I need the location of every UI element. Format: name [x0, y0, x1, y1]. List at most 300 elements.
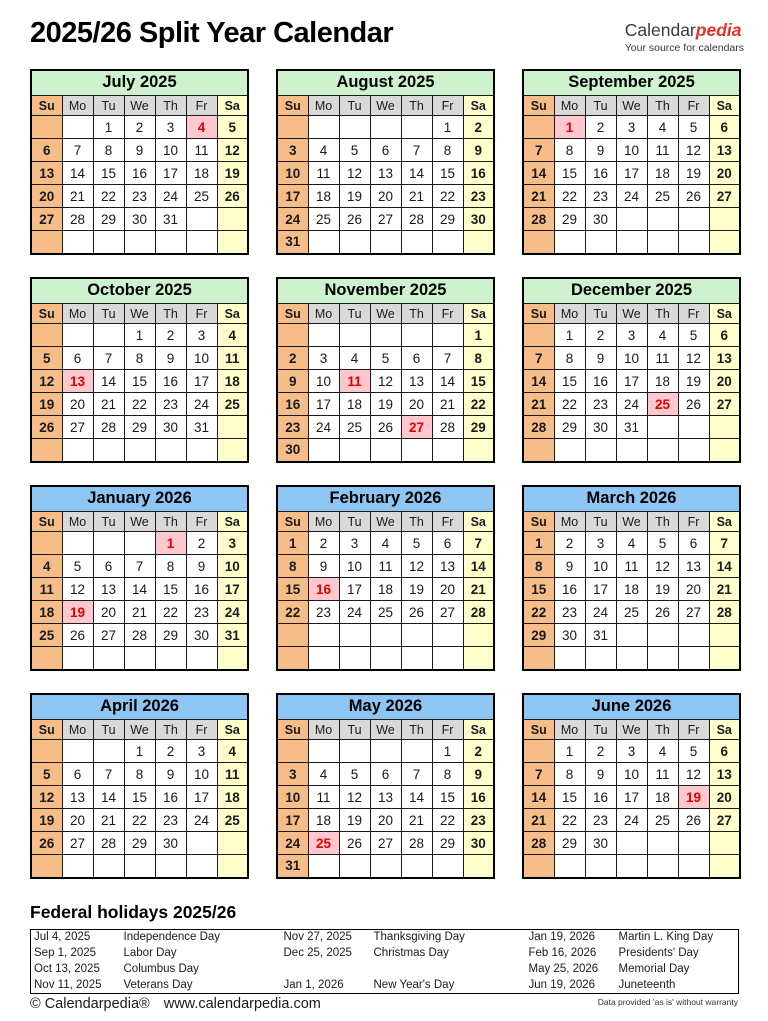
- weekday-header-we: We: [370, 512, 401, 532]
- day-cell: 28: [401, 832, 432, 855]
- month-october-2025: [30, 277, 249, 463]
- day-cell: 24: [308, 416, 339, 439]
- day-cell: 7: [62, 139, 93, 162]
- empty-cell: [616, 208, 647, 231]
- empty-cell: [554, 855, 585, 878]
- day-cell: 17: [186, 786, 217, 809]
- day-cell: 24: [616, 393, 647, 416]
- day-cell: 1: [124, 324, 155, 347]
- empty-cell: [709, 624, 740, 647]
- logo-brand-black: Calendar: [624, 20, 696, 40]
- holiday-name: Memorial Day: [618, 963, 690, 975]
- day-cell: 3: [155, 116, 186, 139]
- weekday-header-su: Su: [31, 720, 62, 740]
- day-cell: 26: [370, 416, 401, 439]
- logo-tagline: Your source for calendars: [624, 41, 744, 54]
- day-cell: 25: [31, 624, 62, 647]
- weekday-header-sa: Sa: [709, 512, 740, 532]
- day-cell: 22: [523, 601, 554, 624]
- holiday-date: Oct 13, 2025: [34, 963, 100, 975]
- empty-cell: [62, 855, 93, 878]
- day-cell: 9: [155, 347, 186, 370]
- empty-cell: [709, 647, 740, 670]
- day-cell: 5: [339, 139, 370, 162]
- day-cell: 1: [554, 740, 585, 763]
- holiday-date: Feb 16, 2026: [528, 947, 597, 959]
- day-cell: 30: [463, 832, 494, 855]
- empty-cell: [401, 740, 432, 763]
- day-cell: 7: [401, 139, 432, 162]
- weekday-header-tu: Tu: [93, 720, 124, 740]
- day-cell: 13: [370, 162, 401, 185]
- day-cell: 24: [616, 809, 647, 832]
- month-title: December 2025: [523, 278, 740, 304]
- empty-cell: [308, 231, 339, 254]
- day-cell: 24: [186, 393, 217, 416]
- day-cell: 4: [31, 555, 62, 578]
- weekday-header-we: We: [616, 720, 647, 740]
- day-cell: 6: [709, 740, 740, 763]
- weekday-header-th: Th: [155, 720, 186, 740]
- day-cell: 20: [31, 185, 62, 208]
- weekday-header-we: We: [370, 720, 401, 740]
- months-grid: [30, 69, 746, 879]
- empty-cell: [217, 439, 248, 462]
- day-cell: 30: [124, 208, 155, 231]
- day-cell: 9: [308, 555, 339, 578]
- day-cell: 29: [93, 208, 124, 231]
- day-cell: 19: [339, 809, 370, 832]
- empty-cell: [62, 116, 93, 139]
- day-cell: 11: [308, 786, 339, 809]
- empty-cell: [432, 231, 463, 254]
- day-cell: 7: [124, 555, 155, 578]
- weekday-header-tu: Tu: [585, 720, 616, 740]
- day-cell: 12: [678, 763, 709, 786]
- weekday-header-we: We: [370, 96, 401, 116]
- empty-cell: [186, 855, 217, 878]
- day-cell: 11: [370, 555, 401, 578]
- day-cell: 3: [277, 139, 308, 162]
- day-cell: 20: [709, 370, 740, 393]
- day-cell: 17: [217, 578, 248, 601]
- day-cell: 24: [339, 601, 370, 624]
- day-cell: 18: [647, 370, 678, 393]
- weekday-header-fr: Fr: [432, 512, 463, 532]
- empty-cell: [647, 231, 678, 254]
- empty-cell: [308, 439, 339, 462]
- month-may-2026: [276, 693, 495, 879]
- empty-cell: [432, 324, 463, 347]
- day-cell: 12: [339, 786, 370, 809]
- day-cell: 27: [709, 393, 740, 416]
- day-cell: 3: [186, 324, 217, 347]
- day-cell: 2: [585, 740, 616, 763]
- day-cell: 3: [217, 532, 248, 555]
- day-cell: 21: [523, 809, 554, 832]
- empty-cell: [523, 116, 554, 139]
- day-cell: 21: [463, 578, 494, 601]
- month-title: November 2025: [277, 278, 494, 304]
- day-cell: 2: [463, 116, 494, 139]
- day-cell: 20: [93, 601, 124, 624]
- month-title: October 2025: [31, 278, 248, 304]
- day-cell: 14: [523, 162, 554, 185]
- day-cell: 31: [585, 624, 616, 647]
- day-cell: 30: [585, 208, 616, 231]
- day-cell: 14: [401, 786, 432, 809]
- day-cell: 30: [155, 832, 186, 855]
- day-cell: 8: [463, 347, 494, 370]
- day-cell: 12: [370, 370, 401, 393]
- empty-cell: [93, 439, 124, 462]
- empty-cell: [62, 532, 93, 555]
- weekday-header-fr: Fr: [186, 96, 217, 116]
- weekday-header-fr: Fr: [432, 96, 463, 116]
- empty-cell: [186, 647, 217, 670]
- day-cell: 3: [277, 763, 308, 786]
- day-cell: 14: [93, 786, 124, 809]
- day-cell: 12: [217, 139, 248, 162]
- day-cell: 22: [432, 185, 463, 208]
- weekday-header-fr: Fr: [186, 304, 217, 324]
- day-cell: 8: [554, 763, 585, 786]
- weekday-header-mo: Mo: [308, 304, 339, 324]
- day-cell: 31: [155, 208, 186, 231]
- day-cell: 13: [62, 786, 93, 809]
- day-cell: 2: [554, 532, 585, 555]
- empty-cell: [678, 647, 709, 670]
- day-cell: 18: [647, 786, 678, 809]
- weekday-header-mo: Mo: [62, 96, 93, 116]
- day-cell: 10: [616, 347, 647, 370]
- day-cell: 28: [523, 416, 554, 439]
- day-cell: 29: [554, 208, 585, 231]
- day-cell: 26: [678, 393, 709, 416]
- day-cell: 2: [186, 532, 217, 555]
- day-cell: 3: [339, 532, 370, 555]
- holiday-name: Juneteenth: [618, 978, 676, 991]
- day-cell: 16: [585, 162, 616, 185]
- empty-cell: [339, 439, 370, 462]
- day-cell: 8: [93, 139, 124, 162]
- weekday-header-we: We: [616, 96, 647, 116]
- empty-cell: [62, 231, 93, 254]
- copyright-text: © Calendarpedia®: [30, 995, 150, 1012]
- day-cell: 28: [93, 832, 124, 855]
- day-cell: 20: [62, 393, 93, 416]
- day-cell: 2: [463, 740, 494, 763]
- day-cell: 14: [709, 555, 740, 578]
- weekday-header-su: Su: [523, 96, 554, 116]
- empty-cell: [463, 439, 494, 462]
- weekday-header-we: We: [124, 96, 155, 116]
- day-cell: 27: [31, 208, 62, 231]
- holiday-row: [31, 961, 739, 977]
- day-cell: 15: [155, 578, 186, 601]
- day-cell: 6: [31, 139, 62, 162]
- day-cell: 21: [62, 185, 93, 208]
- empty-cell: [523, 439, 554, 462]
- day-cell: 13: [432, 555, 463, 578]
- weekday-header-sa: Sa: [709, 304, 740, 324]
- day-cell: 10: [339, 555, 370, 578]
- empty-cell: [401, 624, 432, 647]
- day-cell: 18: [217, 786, 248, 809]
- day-cell: 18: [616, 578, 647, 601]
- day-cell: 22: [554, 393, 585, 416]
- empty-cell: [616, 855, 647, 878]
- day-cell: 28: [124, 624, 155, 647]
- day-cell: 19: [678, 370, 709, 393]
- weekday-header-tu: Tu: [339, 720, 370, 740]
- day-cell: 18: [308, 809, 339, 832]
- empty-cell: [31, 116, 62, 139]
- empty-cell: [217, 416, 248, 439]
- day-cell: 30: [585, 832, 616, 855]
- weekday-header-th: Th: [647, 720, 678, 740]
- empty-cell: [523, 740, 554, 763]
- weekday-header-mo: Mo: [308, 96, 339, 116]
- weekday-header-tu: Tu: [93, 512, 124, 532]
- holidays-table: [30, 929, 739, 994]
- empty-cell: [93, 647, 124, 670]
- day-cell: 15: [463, 370, 494, 393]
- holidays-title: Federal holidays 2025/26: [30, 901, 237, 922]
- day-cell: 3: [616, 116, 647, 139]
- weekday-header-sa: Sa: [463, 512, 494, 532]
- day-cell: 2: [155, 740, 186, 763]
- day-cell: 2: [277, 347, 308, 370]
- day-cell: 7: [93, 347, 124, 370]
- day-cell: 21: [93, 393, 124, 416]
- weekday-header-th: Th: [155, 304, 186, 324]
- day-cell: 6: [370, 139, 401, 162]
- day-cell: 26: [339, 208, 370, 231]
- day-cell: 27: [432, 601, 463, 624]
- disclaimer-text: Data provided 'as is' without warranty: [597, 996, 738, 1007]
- holiday-name: Veterans Day: [123, 978, 193, 991]
- day-cell: 4: [647, 324, 678, 347]
- day-cell: 23: [463, 185, 494, 208]
- day-cell: 5: [647, 532, 678, 555]
- day-cell: 13: [370, 786, 401, 809]
- day-cell: 8: [554, 139, 585, 162]
- weekday-header-th: Th: [155, 512, 186, 532]
- weekday-header-su: Su: [277, 720, 308, 740]
- weekday-header-su: Su: [523, 304, 554, 324]
- empty-cell: [308, 624, 339, 647]
- day-cell: 1: [432, 740, 463, 763]
- weekday-header-su: Su: [523, 512, 554, 532]
- day-cell: 29: [124, 832, 155, 855]
- day-cell: 25: [217, 393, 248, 416]
- day-cell: 4: [616, 532, 647, 555]
- day-cell: 29: [554, 832, 585, 855]
- empty-cell: [124, 855, 155, 878]
- day-cell: 30: [277, 439, 308, 462]
- day-cell: 26: [31, 832, 62, 855]
- day-cell: 23: [186, 601, 217, 624]
- day-cell: 23: [155, 809, 186, 832]
- day-cell: 9: [155, 763, 186, 786]
- empty-cell: [709, 231, 740, 254]
- day-cell: 26: [678, 185, 709, 208]
- day-cell: 28: [523, 832, 554, 855]
- copyright-line: [30, 996, 321, 1012]
- month-title: September 2025: [523, 70, 740, 96]
- day-cell: 5: [31, 763, 62, 786]
- empty-cell: [585, 231, 616, 254]
- logo-brand-red: pedia: [695, 20, 742, 40]
- empty-cell: [93, 740, 124, 763]
- weekday-header-tu: Tu: [93, 304, 124, 324]
- day-cell: 31: [616, 416, 647, 439]
- day-cell: 19: [401, 578, 432, 601]
- empty-cell: [217, 231, 248, 254]
- empty-cell: [616, 439, 647, 462]
- day-cell: 26: [62, 624, 93, 647]
- weekday-header-th: Th: [647, 512, 678, 532]
- empty-cell: [554, 231, 585, 254]
- weekday-header-su: Su: [31, 96, 62, 116]
- day-cell: 11: [647, 139, 678, 162]
- weekday-header-mo: Mo: [62, 720, 93, 740]
- empty-cell: [31, 647, 62, 670]
- day-cell: 26: [339, 832, 370, 855]
- day-cell: 30: [463, 208, 494, 231]
- day-cell: 2: [585, 116, 616, 139]
- day-cell: 28: [401, 208, 432, 231]
- day-cell: 10: [616, 139, 647, 162]
- day-cell: 17: [616, 162, 647, 185]
- day-cell: 17: [308, 393, 339, 416]
- weekday-header-th: Th: [647, 304, 678, 324]
- month-november-2025: [276, 277, 495, 463]
- empty-cell: [277, 647, 308, 670]
- holiday-name: Independence Day: [123, 931, 221, 944]
- day-cell: 29: [432, 208, 463, 231]
- calendarpedia-logo: [625, 18, 746, 54]
- empty-cell: [432, 439, 463, 462]
- day-cell: 27: [370, 208, 401, 231]
- empty-cell: [554, 647, 585, 670]
- weekday-header-mo: Mo: [62, 304, 93, 324]
- day-cell: 17: [616, 370, 647, 393]
- day-cell: 12: [62, 578, 93, 601]
- empty-cell: [647, 624, 678, 647]
- day-cell: 25: [217, 809, 248, 832]
- empty-cell: [186, 439, 217, 462]
- holiday-row: [31, 929, 739, 945]
- empty-cell: [401, 855, 432, 878]
- weekday-header-tu: Tu: [339, 512, 370, 532]
- day-cell: 9: [124, 139, 155, 162]
- empty-cell: [554, 439, 585, 462]
- day-cell: 13: [93, 578, 124, 601]
- logo-brand: [625, 22, 744, 40]
- month-september-2025: [522, 69, 741, 255]
- day-cell: 15: [554, 162, 585, 185]
- day-cell: 25: [647, 185, 678, 208]
- empty-cell: [31, 439, 62, 462]
- empty-cell: [678, 439, 709, 462]
- empty-cell: [709, 416, 740, 439]
- day-cell: 28: [93, 416, 124, 439]
- weekday-header-su: Su: [31, 304, 62, 324]
- day-cell: 10: [186, 763, 217, 786]
- day-cell: 5: [370, 347, 401, 370]
- empty-cell: [217, 647, 248, 670]
- day-cell: 18: [370, 578, 401, 601]
- day-cell: 13: [709, 347, 740, 370]
- holiday-date: May 25, 2026: [528, 963, 599, 975]
- day-cell: 14: [432, 370, 463, 393]
- day-cell: 15: [432, 786, 463, 809]
- day-cell: 1: [93, 116, 124, 139]
- weekday-header-sa: Sa: [217, 96, 248, 116]
- day-cell: 9: [463, 763, 494, 786]
- holiday-date: Nov 11, 2025: [34, 978, 102, 991]
- month-title: January 2026: [31, 486, 248, 512]
- weekday-header-fr: Fr: [678, 512, 709, 532]
- day-cell: 4: [217, 324, 248, 347]
- day-cell: 6: [62, 347, 93, 370]
- holiday-name: New Year's Day: [373, 978, 455, 991]
- weekday-header-we: We: [616, 304, 647, 324]
- day-cell: 25: [339, 416, 370, 439]
- empty-cell: [277, 624, 308, 647]
- day-cell: 21: [709, 578, 740, 601]
- day-cell: 6: [678, 532, 709, 555]
- empty-cell: [124, 439, 155, 462]
- empty-cell: [678, 855, 709, 878]
- day-cell: 28: [432, 416, 463, 439]
- day-cell: 17: [585, 578, 616, 601]
- day-cell: 16: [277, 393, 308, 416]
- empty-cell: [217, 208, 248, 231]
- day-cell: 15: [93, 162, 124, 185]
- day-cell: 15: [554, 370, 585, 393]
- day-cell: 27: [62, 832, 93, 855]
- day-cell: 24: [585, 601, 616, 624]
- weekday-header-tu: Tu: [585, 96, 616, 116]
- weekday-header-sa: Sa: [217, 720, 248, 740]
- weekday-header-tu: Tu: [93, 96, 124, 116]
- day-cell: 29: [554, 416, 585, 439]
- empty-cell: [124, 532, 155, 555]
- holiday-name: Presidents' Day: [618, 947, 699, 959]
- day-cell: 4: [217, 740, 248, 763]
- empty-cell: [678, 832, 709, 855]
- day-cell: 6: [709, 116, 740, 139]
- day-cell: 7: [523, 763, 554, 786]
- day-cell: 3: [616, 740, 647, 763]
- empty-cell: [432, 624, 463, 647]
- month-title: March 2026: [523, 486, 740, 512]
- day-cell: 12: [401, 555, 432, 578]
- month-august-2025: [276, 69, 495, 255]
- day-cell: 10: [585, 555, 616, 578]
- empty-cell: [93, 324, 124, 347]
- empty-cell: [463, 855, 494, 878]
- empty-cell: [217, 832, 248, 855]
- day-cell: 9: [463, 139, 494, 162]
- empty-cell: [463, 647, 494, 670]
- empty-cell: [647, 855, 678, 878]
- day-cell: 18: [339, 393, 370, 416]
- weekday-header-we: We: [370, 304, 401, 324]
